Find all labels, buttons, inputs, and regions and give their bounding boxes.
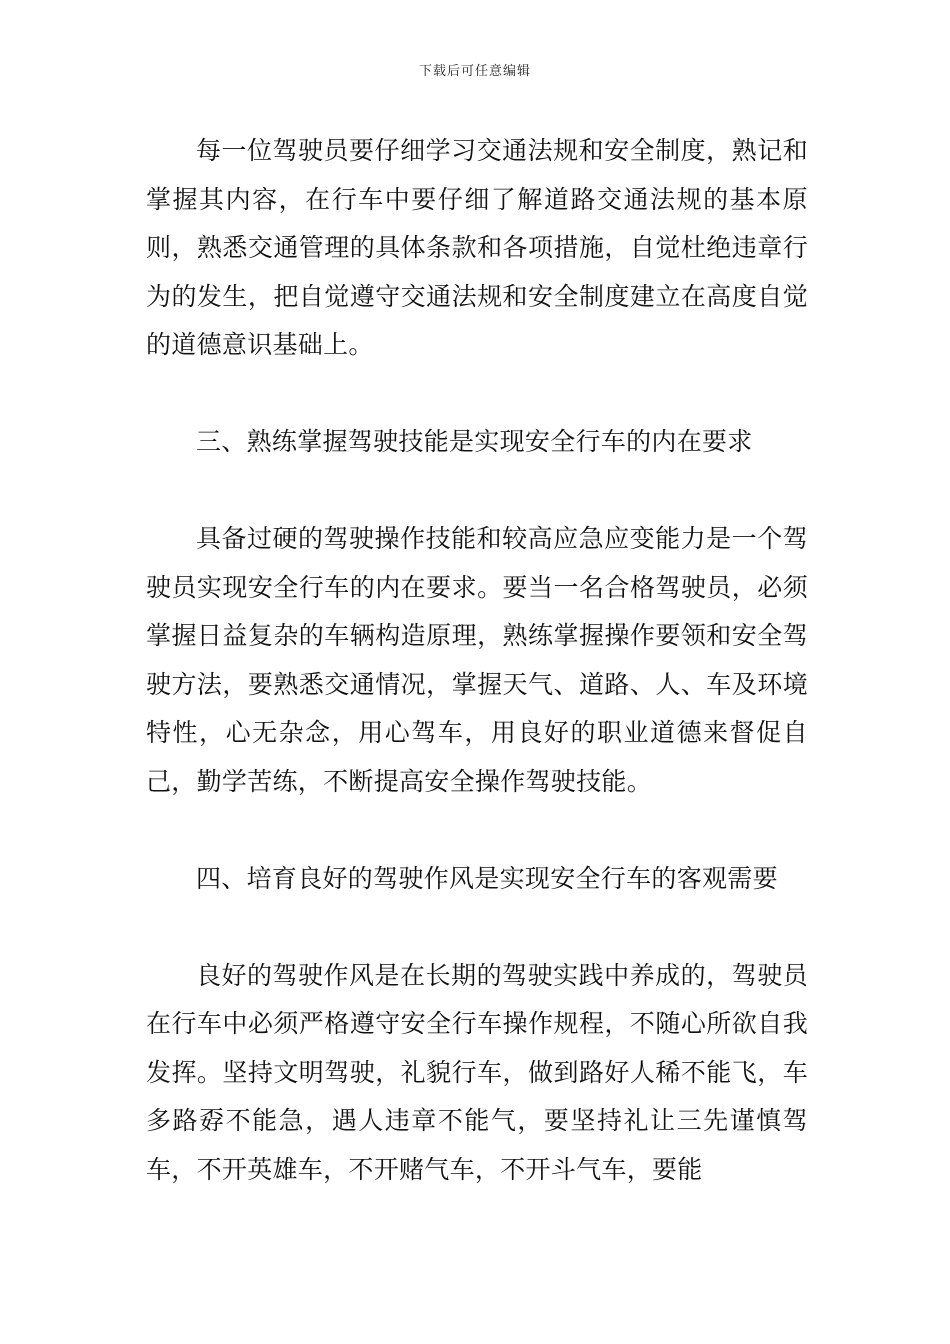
paragraph-spacer (146, 903, 808, 952)
paragraph-driving-skills: 具备过硬的驾驶操作技能和较高应急应变能力是一个驾驶员实现安全行车的内在要求。要当一名合格驾驶员，必须掌握日益复杂的车辆构造原理，熟练掌握操作要领和安全驾驶方法，要熟悉交通情况，掌握天气、道路、人、车及环境特性，心无杂念，用心驾车，用良好的职业道德来督促自己，勤学苦练，不断提高安全操作驾驶技能。 (146, 524, 808, 796)
section-heading-3: 三、熟练掌握驾驶技能是实现安全行车的内在要求 (196, 427, 753, 456)
paragraph-traffic-regulations: 每一位驾驶员要仔细学习交通法规和安全制度，熟记和掌握其内容，在行车中要仔细了解道路交通法规的基本原则，熟悉交通管理的具体条款和各项措施，自觉杜绝违章行为的发生，把自觉遵守交通法规和安全制度建立在高度自觉的道德意识基础上。 (146, 136, 808, 359)
page-header: 下载后可任意编辑 (418, 64, 531, 79)
paragraph-spacer (146, 467, 808, 516)
paragraph-spacer (146, 370, 808, 419)
document-body (146, 127, 808, 1194)
section-heading-4: 四、培育良好的驾驶作风是实现安全行车的客观需要 (196, 863, 778, 893)
paragraph-spacer (146, 806, 808, 855)
paragraph-driving-style: 良好的驾驶作风是在长期的驾驶实践中养成的，驾驶员在行车中必须严格遵守安全行车操作规程，不随心所欲自我发挥。坚持文明驾驶，礼貌行车，做到路好人稀不能飞，车多路孬不能急，遇人违章不能气，要坚持礼让三先谨慎驾车，不开英雄车，不开赌气车，不开斗气车，要能 (146, 960, 808, 1184)
